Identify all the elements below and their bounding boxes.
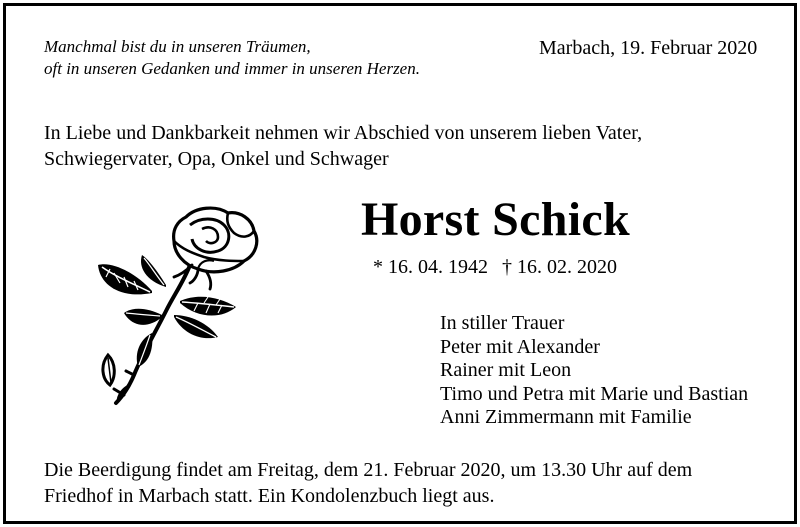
funeral-line-1: Die Beerdigung findet am Freitag, dem 21. Februar 2020, um 13.30 Uhr auf dem	[44, 459, 693, 481]
obituary-notice	[3, 3, 797, 524]
mourners-block	[440, 312, 748, 430]
mourner-line: Timo und Petra mit Marie und Bastian	[440, 382, 749, 405]
mourner-line: Rainer mit Leon	[440, 359, 572, 381]
poem	[44, 36, 420, 80]
mourner-line: Peter mit Alexander	[440, 335, 600, 358]
place-date: Marbach, 19. Februar 2020	[539, 37, 758, 59]
funeral-info	[44, 457, 692, 509]
rose-icon	[94, 203, 264, 408]
life-dates	[373, 254, 617, 280]
funeral-line-2: Friedhof in Marbach statt. Ein Kondolenzbuch liegt aus.	[44, 485, 495, 507]
mourner-line: Anni Zimmermann mit Familie	[440, 406, 692, 428]
deceased-name: Horst Schick	[361, 193, 630, 246]
intro-line-1: In Liebe und Dankbarkeit nehmen wir Abschied von unserem lieben Vater,	[44, 122, 643, 144]
poem-line-1: Manchmal bist du in unseren Träumen,	[44, 37, 311, 56]
death-date: † 16. 02. 2020	[502, 256, 617, 278]
mourners-heading: In stiller Trauer	[440, 312, 565, 334]
poem-line-2: oft in unseren Gedanken und immer in unseren Herzen.	[44, 59, 420, 78]
birth-date: * 16. 04. 1942	[373, 256, 488, 278]
intro-line-2: Schwiegervater, Opa, Onkel und Schwager	[44, 148, 389, 170]
intro-text	[44, 120, 642, 172]
